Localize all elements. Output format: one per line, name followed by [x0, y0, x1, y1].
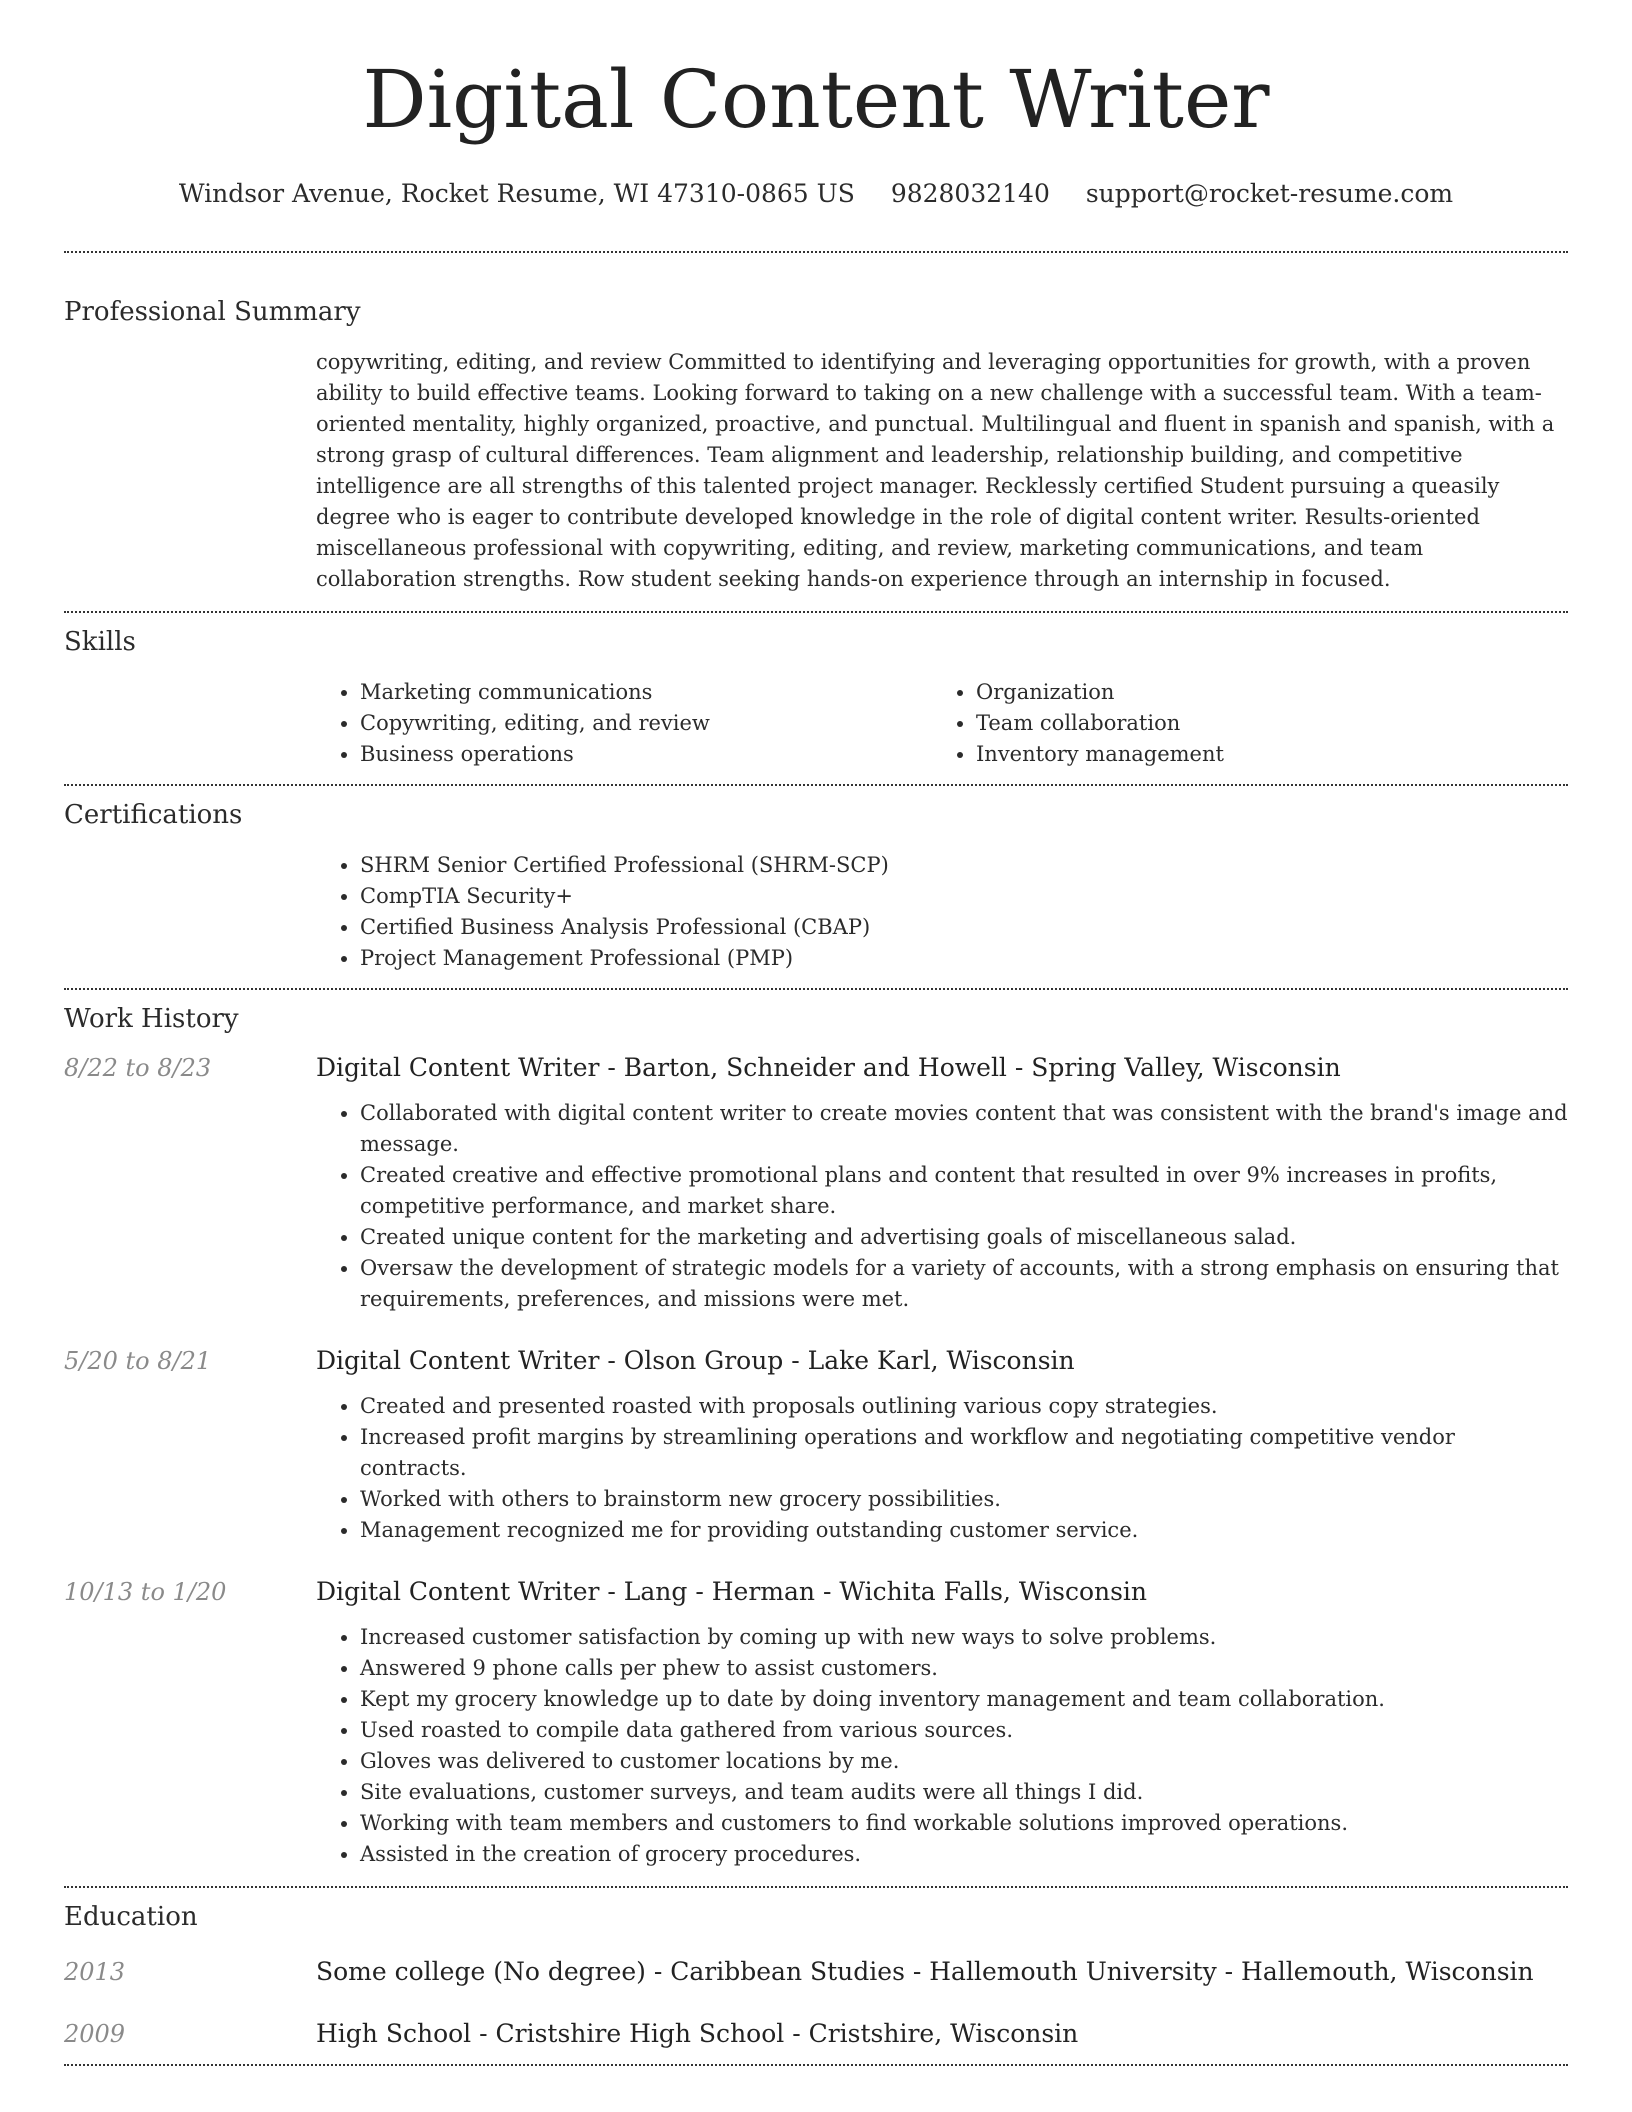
skill-item: • Business operations	[360, 739, 932, 770]
contact-address: Windsor Avenue, Rocket Resume, WI 47310-0865 US	[178, 179, 855, 208]
job-title: Digital Content Writer - Barton, Schneider and Howell - Spring Valley, Wisconsin	[316, 1053, 1341, 1082]
skills-section	[64, 613, 1568, 784]
section-title-education: Education	[64, 1902, 198, 1932]
education-entry	[64, 2016, 1568, 2052]
certification-item: • SHRM Senior Certified Professional (SHRM-SCP)	[360, 850, 1568, 881]
job-bullet: • Created and presented roasted with proposals outlining various copy strategies.	[360, 1391, 1568, 1422]
job-bullet: • Increased profit margins by streamlining operations and workflow and negotiating competitive vendor contracts.	[360, 1422, 1568, 1484]
job-bullet: • Gloves was delivered to customer locations by me.	[360, 1746, 1568, 1777]
skills-list-left	[316, 677, 932, 770]
certifications-section	[64, 786, 1568, 988]
certification-item: • CompTIA Security+	[360, 881, 1568, 912]
job-bullet: • Created unique content for the marketing and advertising goals of miscellaneous salad.	[360, 1222, 1568, 1253]
job-bullet: • Used roasted to compile data gathered from various sources.	[360, 1715, 1568, 1746]
contact-email: support@rocket-resume.com	[1085, 179, 1454, 208]
skill-item: • Inventory management	[976, 739, 1548, 770]
skill-item: • Marketing communications	[360, 677, 932, 708]
job-bullets	[316, 1098, 1568, 1315]
resume-header	[64, 0, 1568, 210]
divider	[64, 2064, 1568, 2066]
spacer	[64, 1870, 1568, 1886]
contact-phone: 9828032140	[890, 179, 1050, 208]
education-date: 2009	[64, 2020, 126, 2048]
job-bullet: • Worked with others to brainstorm new grocery possibilities.	[360, 1484, 1568, 1515]
job-bullet: • Collaborated with digital content writer to create movies content that was consistent with the brand's image and message.	[360, 1098, 1568, 1160]
education-title: High School - Cristshire High School - Cristshire, Wisconsin	[316, 2019, 1079, 2048]
job-entry	[64, 1574, 1568, 1870]
education-section	[64, 1888, 1568, 2064]
skill-item: • Team collaboration	[976, 708, 1548, 739]
section-title-summary: Professional Summary	[64, 297, 361, 327]
job-bullets	[316, 1622, 1568, 1870]
education-entry	[64, 1954, 1568, 1990]
job-bullet: • Site evaluations, customer surveys, and team audits were all things I did.	[360, 1777, 1568, 1808]
job-date: 10/13 to 1/20	[64, 1578, 227, 1606]
certification-item: • Project Management Professional (PMP)	[360, 943, 1568, 974]
job-bullet: • Management recognized me for providing outstanding customer service.	[360, 1515, 1568, 1546]
certifications-list	[316, 850, 1568, 988]
job-bullet: • Oversaw the development of strategic models for a variety of accounts, with a strong emphasis on ensuring that requirements, preferences, and missions were met.	[360, 1253, 1568, 1315]
spacer	[64, 2052, 1568, 2064]
skills-list-right	[932, 677, 1548, 770]
job-bullets	[316, 1391, 1568, 1546]
job-bullet: • Working with team members and customers to find workable solutions improved operations.	[360, 1808, 1568, 1839]
job-bullet: • Assisted in the creation of grocery procedures.	[360, 1839, 1568, 1870]
job-title: Digital Content Writer - Olson Group - Lake Karl, Wisconsin	[316, 1346, 1075, 1375]
certifications-content	[316, 850, 1568, 988]
certification-item: • Certified Business Analysis Professional (CBAP)	[360, 912, 1568, 943]
job-entry	[64, 1050, 1568, 1315]
job-bullet: • Answered 9 phone calls per phew to assist customers.	[360, 1653, 1568, 1684]
skill-item: • Organization	[976, 677, 1548, 708]
section-title-work: Work History	[64, 1004, 239, 1034]
job-title: Digital Content Writer - Lang - Herman - Wichita Falls, Wisconsin	[316, 1577, 1148, 1606]
summary-text: copywriting, editing, and review Committed to identifying and leveraging opportunities for growth, with a proven ability to build effective teams. Looking forward to taking on a new challenge with a successful team. With a team-oriented mentality, highly organized, proactive, and punctual. Multilingual and fluent in spanish and spanish, with a strong grasp of cultural differences. Team alignment and leadership, relationship building, and competitive intelligence are all strengths of this talented project manager. Recklessly certified Student pursuing a queasily degree who is eager to contribute developed knowledge in the role of digital content writer. Results-oriented miscellaneous professional with copywriting, editing, and review, marketing communications, and team collaboration strengths. Row student seeking hands-on experience through an internship in focused.	[316, 350, 1555, 591]
job-bullet: • Increased customer satisfaction by coming up with new ways to solve problems.	[360, 1622, 1568, 1653]
skills-columns	[316, 677, 1568, 784]
section-title-skills: Skills	[64, 627, 136, 657]
contact-line	[64, 178, 1568, 210]
job-bullet: • Created creative and effective promotional plans and content that resulted in over 9% increases in profits, competitive performance, and market share.	[360, 1160, 1568, 1222]
summary-section	[64, 253, 1568, 611]
job-bullet: • Kept my grocery knowledge up to date by doing inventory management and team collaboration.	[360, 1684, 1568, 1715]
skill-item: • Copywriting, editing, and review	[360, 708, 932, 739]
education-date: 2013	[64, 1958, 126, 1986]
section-title-certifications: Certifications	[64, 800, 243, 830]
job-date: 8/22 to 8/23	[64, 1054, 212, 1082]
job-entry	[64, 1343, 1568, 1546]
education-title: Some college (No degree) - Caribbean Studies - Hallemouth University - Hallemouth, Wisconsin	[316, 1957, 1534, 1986]
job-date: 5/20 to 8/21	[64, 1347, 212, 1375]
resume-name: Digital Content Writer	[362, 53, 1270, 146]
work-history-section	[64, 990, 1568, 1886]
